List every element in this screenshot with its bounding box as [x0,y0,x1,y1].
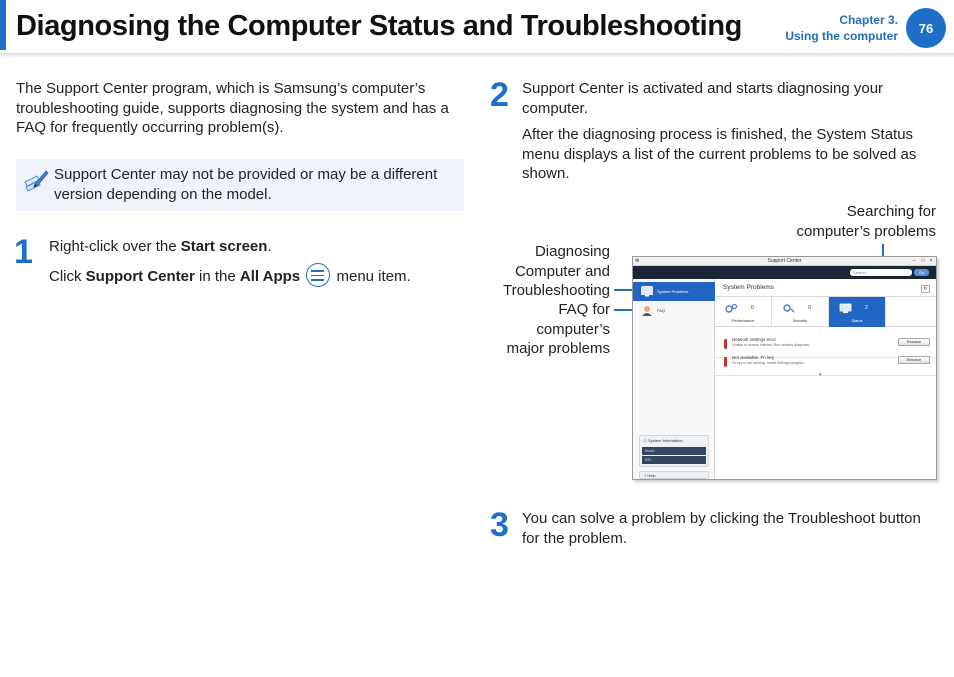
resolve-button[interactable]: Resolve [898,338,930,346]
sidebar-item-system-problems[interactable] [633,282,715,301]
step-2-para-2 [522,125,942,184]
callout-searching [796,202,936,241]
callout-diagnosing [503,242,610,301]
step-2-line: Support Center is activated and starts diagnosing your [522,80,884,97]
status-tabs [715,296,937,327]
support-center-screenshot [632,256,937,480]
tab-count: 0 [808,305,811,311]
main-title: System Problems [723,284,774,291]
problem-row [715,349,937,376]
header-accent-bar [0,0,6,50]
window-title: Support Center [767,258,802,264]
step-1-line-1 [49,237,464,257]
tab-label: Status [851,318,863,323]
intro-line: FAQ for frequently occurring problem(s). [16,119,284,136]
refresh-icon[interactable]: ↻ [921,285,930,293]
step-2-line: shown. [522,165,570,182]
callout-line: computer’s problems [796,222,936,240]
chevron-down-icon[interactable]: ▾ [819,372,822,378]
maximize-icon[interactable]: □ [921,258,925,264]
page-number-badge: 76 [906,8,946,48]
search-input[interactable]: Search [850,269,912,276]
step-1-line-2 [49,263,464,287]
callout-line: Troubleshooting [502,282,610,299]
text: Click [49,268,86,285]
app-icon: ⚙ [635,258,640,264]
chapter-label[interactable] [785,12,898,44]
step-3-text [522,509,942,548]
step-1-number: 1 [14,233,33,271]
all-apps-term: All Apps [239,268,301,285]
step-2-line: computer. [522,99,588,117]
window-toolbar [633,266,936,279]
window-titlebar [633,257,936,266]
text: in the [194,268,240,285]
note-line: version depending on the model. [54,185,272,203]
note-box [16,159,464,211]
faq-person-icon [641,305,653,316]
sidebar-item-label: System Problems [657,289,689,294]
text: menu item. [332,268,411,285]
callout-line: Computer and [514,262,610,280]
page-title: Diagnosing the Computer Status and Troubleshooting [16,10,742,42]
problem-title: Not available. Fn key [732,355,775,360]
text: Right-click over the [49,238,181,255]
status-computer-icon [839,303,852,314]
tab-count: 0 [751,305,754,311]
system-info-title: ⓘ System Information [643,438,683,443]
minimize-icon[interactable]: – [912,258,916,264]
callout-line: FAQ for [558,301,610,318]
callout-line: Searching for [846,203,936,220]
tab-label: Performance [731,318,755,323]
monitor-icon [641,286,653,297]
step-3-line: for the problem. [522,529,628,547]
search-button[interactable]: Go [914,269,929,276]
intro-line: troubleshooting guide, supports diagnosing the system and has a [16,99,449,117]
help-icon: ? [644,473,647,478]
error-marker-icon [724,339,727,349]
callout-line: computer’s [536,320,610,338]
close-icon[interactable]: × [929,258,933,264]
sidebar-item-label: FAQ [657,308,666,313]
problem-description: Unable to access Internet. Run network diagnosis. [732,343,811,347]
tab-security[interactable] [772,297,829,327]
help-label: Help [647,473,656,478]
system-info-serial: S/N [642,456,706,464]
callout-line: major problems [506,340,610,357]
all-apps-icon [306,263,330,287]
sidebar [633,279,715,480]
intro-line: The Support Center program, which is Samsung’s computer’s [16,80,426,97]
callout-line: Diagnosing [534,243,610,260]
step-2-line: After the diagnosing process is finished, the System Status [522,126,914,143]
tab-status[interactable] [829,297,886,327]
callout-faq [507,300,610,359]
problem-description: Fn key is not working. Install Settings program. [732,361,805,365]
note-line: Support Center may not be provided or may be a different [54,166,438,183]
help-button[interactable] [639,471,709,479]
tab-count: 2 [865,305,868,311]
note-text [54,165,459,204]
step-2-para-1 [522,79,942,118]
step-2-line: menu displays a list of the current problems to be solved as [522,145,917,163]
resolve-button[interactable]: Resolve [898,356,930,364]
system-info-label: System Information [648,438,683,443]
pencil-note-icon [23,168,49,194]
start-screen-term: Start screen [180,238,268,255]
sidebar-item-faq[interactable] [633,301,715,320]
header-divider [0,53,954,57]
intro-paragraph [16,79,464,138]
step-2-number: 2 [490,76,509,114]
tab-label: Security [792,318,808,323]
system-info-panel [639,435,709,467]
step-3-number: 3 [490,506,509,544]
support-center-term: Support Center [85,268,195,285]
chapter-number: Chapter 3. [839,13,898,27]
step-3-line: You can solve a problem by clicking the Troubleshoot button [522,510,921,527]
error-marker-icon [724,357,727,367]
chapter-name: Using the computer [785,29,898,43]
problem-title: Network settings error [732,337,777,342]
tab-performance[interactable] [715,297,772,327]
text: . [267,238,272,255]
gears-icon [725,303,738,314]
security-gears-icon [782,303,795,314]
system-info-model: Model [642,447,706,455]
